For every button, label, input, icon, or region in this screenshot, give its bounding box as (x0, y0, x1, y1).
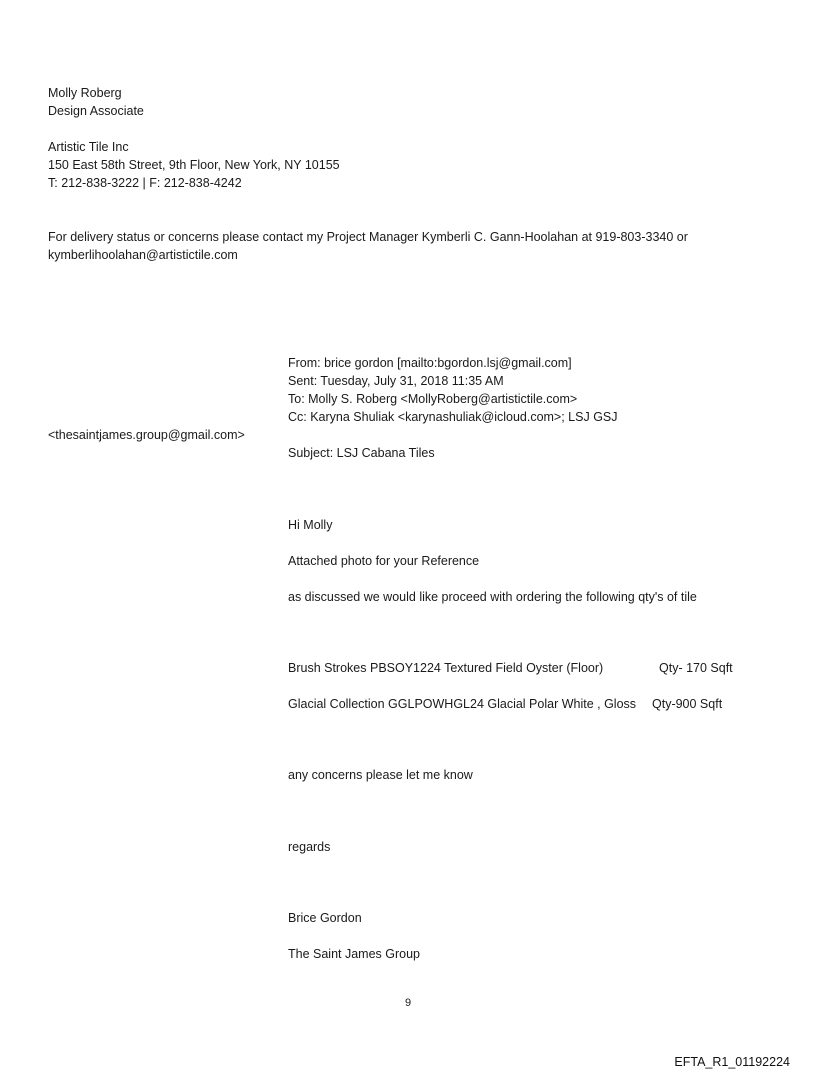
body-intro: as discussed we would like proceed with ordering the following qty's of tile (288, 590, 697, 604)
header-sent: Sent: Tuesday, July 31, 2018 11:35 AM (288, 374, 504, 388)
sender-name: Brice Gordon (288, 911, 362, 925)
body-greeting: Hi Molly (288, 518, 333, 532)
signature-name: Molly Roberg (48, 86, 122, 100)
body-attached: Attached photo for your Reference (288, 554, 480, 568)
order-item-qty: Qty-900 Sqft (652, 697, 723, 711)
sender-company: The Saint James Group (288, 947, 421, 961)
document-id: EFTA_R1_01192224 (674, 1055, 790, 1069)
body-closing: regards (288, 840, 331, 854)
header-from: From: brice gordon [mailto:bgordon.lsj@gmail.com] (288, 356, 572, 370)
signature-notice-line-2: kymberlihoolahan@artistictile.com (48, 248, 238, 262)
page-number: 9 (404, 997, 412, 1009)
signature-phone-fax: T: 212-838-3222 | F: 212-838-4242 (48, 176, 242, 190)
header-cc: Cc: Karyna Shuliak <karynashuliak@icloud.com>; LSJ GSJ (288, 410, 618, 424)
header-to: To: Molly S. Roberg <MollyRoberg@artistictile.com> (288, 392, 578, 406)
order-item-description: Brush Strokes PBSOY1224 Textured Field Oyster (Floor) (288, 661, 604, 675)
signature-title: Design Associate (48, 104, 144, 118)
header-subject: Subject: LSJ Cabana Tiles (288, 446, 435, 460)
signature-notice-line-1: For delivery status or concerns please contact my Project Manager Kymberli C. Gann-Hoolahan at 919-803-3340 or (48, 230, 688, 244)
header-cc-overflow: <thesaintjames.group@gmail.com> (48, 428, 245, 442)
signature-company: Artistic Tile Inc (48, 140, 129, 154)
body-concerns: any concerns please let me know (288, 768, 473, 782)
signature-address: 150 East 58th Street, 9th Floor, New York, NY 10155 (48, 158, 340, 172)
order-item-description: Glacial Collection GGLPOWHGL24 Glacial Polar White , Gloss (288, 697, 637, 711)
order-item-qty: Qty- 170 Sqft (659, 661, 733, 675)
